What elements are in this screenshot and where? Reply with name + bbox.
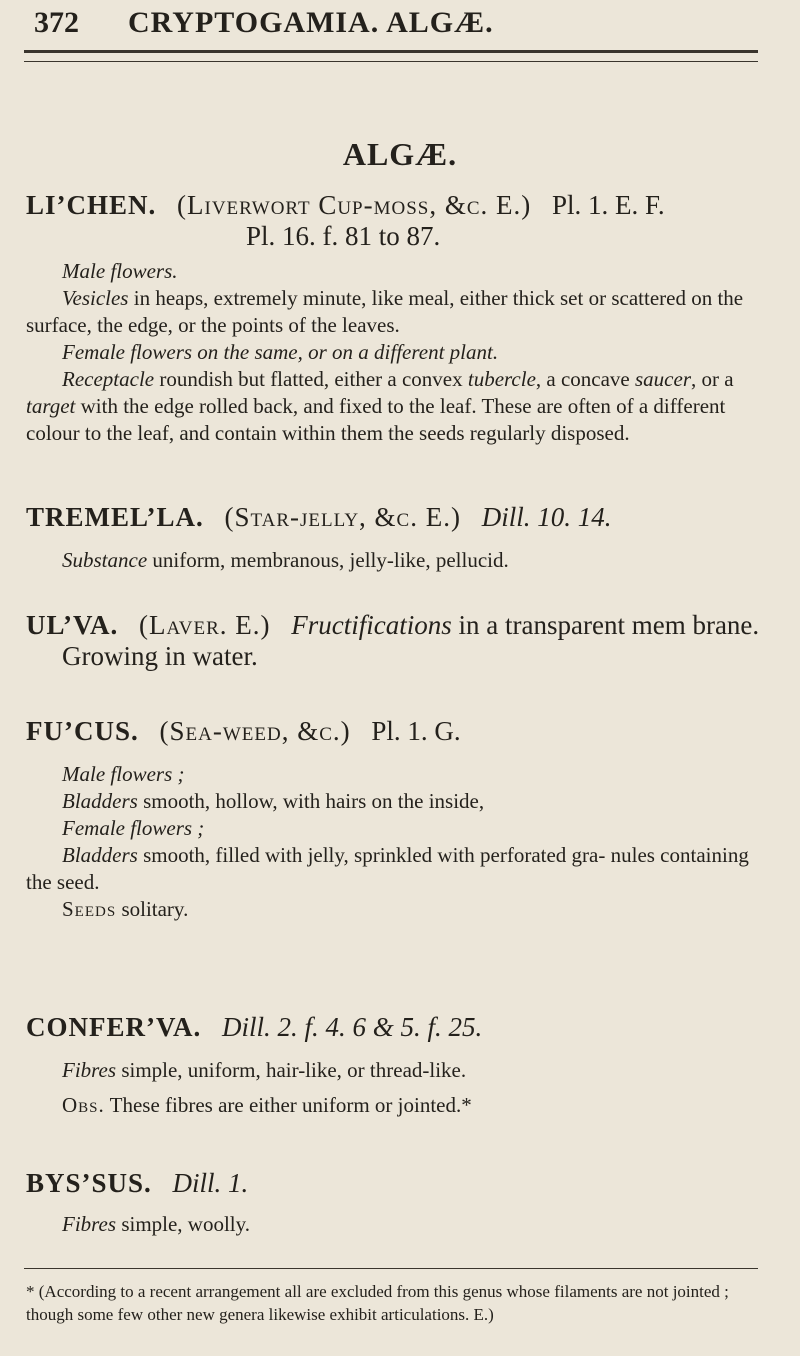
observation-paragraph [26, 1092, 774, 1119]
description: in heaps, extremely minute, like meal, either thick set or scattered on the surface, the edge, or the points of the leaves. [26, 286, 744, 337]
entry-ulva [26, 610, 774, 672]
female-flowers-label: Female flowers ; [62, 816, 205, 840]
running-title: CRYPTOGAMIA. ALGÆ. [128, 6, 494, 39]
description: uniform, membranous, jelly-like, pellucid. [147, 548, 509, 572]
term: Substance [62, 548, 148, 572]
male-flowers-label: Male flowers. [62, 259, 178, 283]
genus-name: LI’CHEN. [26, 190, 157, 220]
ulva-heading [26, 610, 774, 672]
description: simple, uniform, hair-like, or thread-like. [116, 1058, 467, 1082]
description: with the edge rolled back, and fixed to the leaf. These are often of a different colour to the leaf, and contain within them the seeds regularly disposed. [26, 394, 726, 445]
term: Obs. [62, 1093, 105, 1117]
term: Fructifications [291, 610, 452, 640]
term: Fibres [62, 1212, 117, 1236]
plate-reference: Dill. 1. [172, 1168, 249, 1198]
description: Female flowers on the same, or on a different plant. [62, 340, 499, 364]
genus-name: CONFER’VA. [26, 1012, 202, 1042]
term: target [26, 394, 76, 418]
genus-name: FU’CUS. [26, 716, 139, 746]
lichen-heading [26, 190, 774, 221]
plate-reference: Dill. 10. 14. [481, 502, 612, 532]
bladders-paragraph-female [26, 842, 774, 896]
fibres-paragraph [26, 1057, 774, 1084]
description: smooth, hollow, with hairs on the inside, [137, 789, 485, 813]
footnote: * (According to a recent arrangement all are excluded from this genus whose filaments are not jointed ; though some few other new genera likewise exhibit articulations. E.) [26, 1282, 729, 1324]
description: , or a [691, 367, 734, 391]
conferva-heading [26, 1012, 774, 1043]
fibres-paragraph [26, 1211, 774, 1238]
entry-byssus [26, 1168, 774, 1238]
seeds-paragraph [26, 896, 774, 923]
term: Fibres [62, 1058, 117, 1082]
plate-reference: Pl. 1. E. F. [552, 190, 665, 220]
bladders-paragraph-male [26, 788, 774, 815]
tremella-heading [26, 502, 774, 533]
plate-reference: Pl. 1. G. [371, 716, 461, 746]
fucus-heading [26, 716, 774, 747]
term: Vesicles [62, 286, 129, 310]
entry-tremella [26, 502, 774, 574]
substance-paragraph [26, 547, 774, 574]
term: Receptacle [62, 367, 155, 391]
entry-lichen [26, 190, 774, 447]
common-name: (Liverwort Cup-moss, &c. E.) [177, 190, 532, 220]
description: , a concave [535, 367, 635, 391]
male-flowers-label: Male flowers ; [62, 762, 185, 786]
description: roundish but flatted, either a convex [154, 367, 468, 391]
description: simple, woolly. [116, 1212, 251, 1236]
entry-conferva [26, 1012, 774, 1119]
receptacle-paragraph [26, 366, 774, 447]
description: These fibres are either uniform or jointed.* [104, 1093, 472, 1117]
description: smooth, filled with jelly, sprinkled with perforated gra- nules containing the seed. [26, 843, 749, 894]
section-title: ALGÆ. [342, 136, 458, 172]
header-rule [24, 50, 758, 62]
description: in a transparent mem brane. Growing in water. [62, 610, 760, 671]
term: saucer [635, 367, 691, 391]
plate-reference: Dill. 2. f. 4. 6 & 5. f. 25. [222, 1012, 483, 1042]
entry-fucus [26, 716, 774, 923]
running-head [34, 6, 764, 50]
genus-name: UL’VA. [26, 610, 119, 640]
genus-name: TREMEL’LA. [26, 502, 204, 532]
term: Bladders [62, 789, 138, 813]
vesicles-paragraph [26, 285, 774, 339]
genus-name: BYS’SUS. [26, 1168, 152, 1198]
common-name: (Star-jelly, &c. E.) [224, 502, 461, 532]
plate-reference-2: Pl. 16. f. 81 to 87. [246, 221, 441, 251]
description: solitary. [116, 897, 189, 921]
common-name: (Laver. E.) [139, 610, 271, 640]
common-name: (Sea-weed, &c.) [159, 716, 351, 746]
term: Bladders [62, 843, 138, 867]
page-number: 372 [34, 6, 79, 39]
term: tubercle [467, 367, 536, 391]
term: Seeds [62, 897, 117, 921]
female-flowers-paragraph [26, 339, 774, 366]
footnote-rule [24, 1268, 758, 1269]
byssus-heading [26, 1168, 774, 1199]
